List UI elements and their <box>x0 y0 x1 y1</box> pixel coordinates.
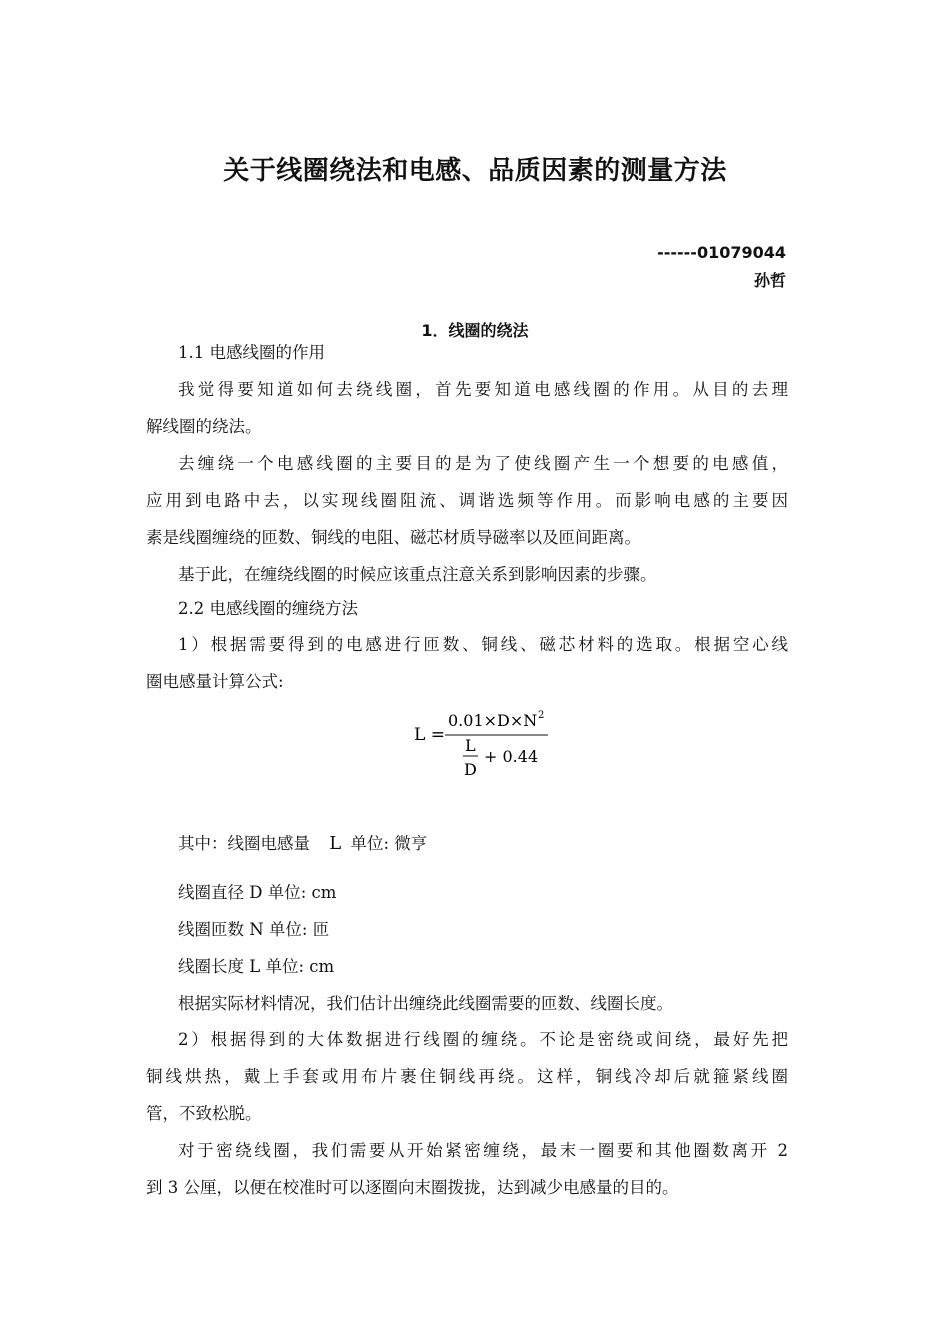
variable-definition: 线圈匝数 N 单位: 匝 <box>178 920 330 939</box>
subsection-heading: 1.1 电感线圈的作用 <box>178 343 325 362</box>
document-title: 关于线圈绕法和电感、品质因素的测量方法 <box>223 156 727 186</box>
formula-numerator: 0.01×D×N <box>448 711 538 730</box>
subsection-heading: 2.2 电感线圈的缠绕方法 <box>178 599 358 618</box>
paragraph-line: 管，不致松脱。 <box>146 1104 262 1123</box>
formula-inner-numerator: L <box>465 736 476 755</box>
paragraph-line: 到 3 公厘，以便在校准时可以逐圈向末圈拨拢，达到减少电感量的目的。 <box>146 1178 679 1197</box>
where-unit: 单位: 微亨 <box>350 834 428 853</box>
author-name: 孙哲 <box>753 271 786 290</box>
variable-definition: 线圈长度 L 单位: cm <box>178 957 335 976</box>
formula-exponent: 2 <box>538 710 545 721</box>
formula-lhs: L = <box>414 725 445 745</box>
paragraph-line: 圈电感量计算公式: <box>146 672 284 691</box>
section-heading: 1．线圈的绕法 <box>421 321 529 340</box>
paragraph-line: 去缠绕一个电感线圈的主要目的是为了使线圈产生一个想要的电感值， <box>178 454 788 473</box>
variable-definition: 线圈直径 D 单位: cm <box>178 883 337 902</box>
formula-where-line <box>178 834 820 854</box>
author-id: ------01079044 <box>657 243 786 262</box>
where-symbol: L <box>329 833 342 854</box>
paragraph-line: 素是线圈缠绕的匝数、铜线的电阻、磁芯材质导磁率以及匝间距离。 <box>146 528 641 547</box>
where-prefix: 其中：线圈电感量 <box>178 834 310 853</box>
paragraph-line: 铜线烘热，戴上手套或用布片裹住铜线再绕。这样，铜线冷却后就箍紧线圈 <box>146 1067 788 1086</box>
paragraph-line: 解线圈的绕法。 <box>146 417 262 436</box>
paragraph-line: 2）根据得到的大体数据进行线圈的缠绕。不论是密绕或间绕，最好先把 <box>178 1030 788 1049</box>
paragraph-line: 基于此，在缠绕线圈的时候应该重点注意关系到影响因素的步骤。 <box>178 565 657 584</box>
paragraph-line: 应用到电路中去，以实现线圈阻流、调谐选频等作用。而影响电感的主要因 <box>146 491 788 510</box>
paragraph-line: 对于密绕线圈，我们需要从开始紧密缠绕，最末一圈要和其他圈数离开 2 <box>178 1141 788 1160</box>
paragraph-line: 我觉得要知道如何去绕线圈，首先要知道电感线圈的作用。从目的去理 <box>178 380 788 399</box>
inductance-formula <box>412 708 562 788</box>
formula-constant: + 0.44 <box>484 747 539 766</box>
paragraph-line: 根据实际材料情况，我们估计出缠绕此线圈需要的匝数、线圈长度。 <box>178 994 673 1013</box>
formula-inner-denominator: D <box>464 760 477 779</box>
paragraph-line: 1）根据需要得到的电感进行匝数、铜线、磁芯材料的选取。根据空心线 <box>178 635 788 654</box>
